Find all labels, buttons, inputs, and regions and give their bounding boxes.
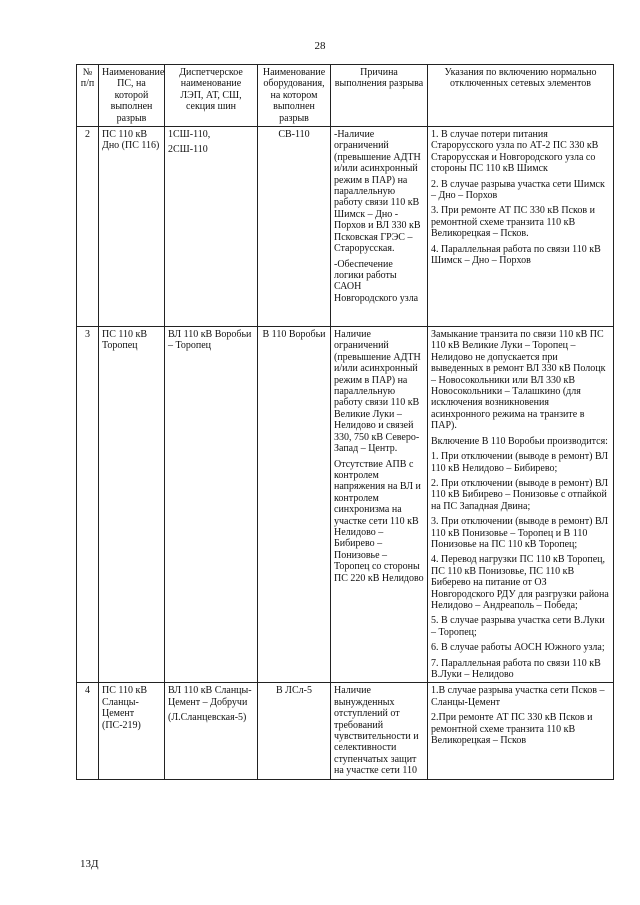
reason-cell bbox=[331, 127, 428, 327]
reason-paragraph: Наличие ограничений (превышение АДТН и/или асинхронный режим в ПАР) на параллельную работу связи 110 кВ Великие Луки – Нелидово и связей 330, 750 кВ Северо-Запад – Центр. bbox=[334, 329, 421, 455]
instructions-cell bbox=[428, 327, 614, 683]
substation-cell: ПС 110 кВ Сланцы-Цемент (ПС-219) bbox=[99, 683, 165, 779]
reason-paragraph: -Обеспечение логики работы САОН Новгородского узла bbox=[334, 258, 419, 304]
table-row bbox=[77, 127, 614, 327]
row-number: 3 bbox=[77, 327, 99, 683]
instruction-item: 6. В случае работы АОСН Южного узла; bbox=[431, 642, 605, 654]
instruction-item: 4. Перевод нагрузки ПС 110 кВ Торопец, ПС 110 кВ Понизовье, ПС 110 кВ Биберево на питание от ОЗ Новгородского РДУ для разгрузки района Нелидово – Андреаполь – Победа; bbox=[431, 554, 609, 611]
instruction-item: 1. При отключении (выводе в ремонт) ВЛ 110 кВ Нелидово – Бибирево; bbox=[431, 451, 609, 474]
instruction-item: 4. Параллельная работа по связи 110 кВ Шимск – Дно – Порхов bbox=[431, 243, 601, 267]
substation-cell: ПС 110 кВ Торопец bbox=[99, 327, 165, 683]
reason-cell bbox=[331, 683, 428, 779]
table-header-row bbox=[77, 65, 614, 127]
equipment-cell: СВ-110 bbox=[258, 127, 331, 327]
table-row bbox=[77, 683, 614, 779]
instruction-item: 7. Параллельная работа по связи 110 кВ В.Луки – Нелидово bbox=[431, 657, 601, 680]
instructions-cell bbox=[428, 683, 614, 779]
header-number: № п/п bbox=[77, 65, 99, 127]
reason-paragraph: Наличие вынужденных отступлений от требований чувствительности и селективности ступенчатых защит на участке сети 110 bbox=[334, 685, 419, 777]
header-dispatch-name: Диспетчерское наименование ЛЭП, АТ, СШ, секция шин bbox=[165, 65, 258, 127]
instruction-item: Замыкание транзита по связи 110 кВ ПС 110 кВ Великие Луки – Торопец – Нелидово не допускается при выведенных в ремонт ВЛ 330 кВ Полоцк – Новосокольники или ВЛ 330 кВ Новосокольники – Талашкино (для исключения возникновения асинхронного режима на транзите в ПАР). bbox=[431, 329, 606, 432]
reason-paragraph: -Наличие ограничений (превышение АДТН и/или асинхронный режим в ПАР) на параллельную работу связи 110 кВ Шимск – Дно - Порхов и ВЛ 330 кВ Псковская ГРЭС – Старорусская. bbox=[334, 129, 421, 255]
instruction-item: 3. При ремонте АТ ПС 330 кВ Псков и ремонтной схеме транзита 110 кВ Великорецкая – Псков. bbox=[431, 205, 595, 240]
row-number: 4 bbox=[77, 683, 99, 779]
footer-code: 13Д bbox=[80, 858, 99, 870]
header-reason: Причина выполнения разрыва bbox=[331, 65, 428, 127]
dispatch-line: (Л.Сланцевская-5) bbox=[168, 712, 247, 724]
reason-cell bbox=[331, 327, 428, 683]
substation-cell: ПС 110 кВ Дно (ПС 116) bbox=[99, 127, 165, 327]
instructions-cell bbox=[428, 127, 614, 327]
dispatch-cell bbox=[165, 327, 258, 683]
instruction-item: 1.В случае разрыва участка сети Псков – Сланцы-Цемент bbox=[431, 685, 605, 708]
instruction-item: 2. В случае разрыва участка сети Шимск – Дно – Порхов bbox=[431, 178, 605, 202]
dispatch-line: 2СШ-110 bbox=[168, 144, 208, 156]
equipment-cell: В 110 Воробьи bbox=[258, 327, 331, 683]
dispatch-line: ВЛ 110 кВ Сланцы-Цемент – Добручи bbox=[168, 685, 252, 708]
instruction-item: Включение В 110 Воробьи производится: bbox=[431, 435, 608, 447]
instruction-item: 3. При отключении (выводе в ремонт) ВЛ 110 кВ Понизовье – Торопец и В 110 Понизовье на ПС 110 кВ Торопец; bbox=[431, 516, 609, 550]
instruction-item: 5. В случае разрыва участка сети В.Луки – Торопец; bbox=[431, 615, 605, 638]
dispatch-line: ВЛ 110 кВ Воробьи – Торопец bbox=[168, 329, 252, 352]
outage-table bbox=[76, 64, 614, 780]
dispatch-line: 1СШ-110, bbox=[168, 129, 211, 141]
equipment-cell: В ЛСл-5 bbox=[258, 683, 331, 779]
table-row bbox=[77, 327, 614, 683]
instruction-item: 2. При отключении (выводе в ремонт) ВЛ 110 кВ Бибирево – Понизовье с отпайкой на ПС Западная Двина; bbox=[431, 477, 609, 512]
dispatch-cell bbox=[165, 127, 258, 327]
reason-paragraph: Отсутствие АПВ с контролем напряжения на ВЛ и контролем синхронизма на участке сети 110 кВ Нелидово – Бибирево – Понизовье – Торопец со стороны ПС 220 кВ Нелидово bbox=[334, 458, 424, 584]
instruction-item: 1. В случае потери питания Старорусского узла по АТ-2 ПС 330 кВ Старорусская и Новгородского узла со стороны ПС 110 кВ Шимск bbox=[431, 129, 599, 175]
header-instructions: Указания по включению нормально отключенных сетевых элементов bbox=[428, 65, 614, 127]
row-number: 2 bbox=[77, 127, 99, 327]
dispatch-cell bbox=[165, 683, 258, 779]
header-substation: Наименование ПС, на которой выполнен разрыв bbox=[99, 65, 165, 127]
instruction-item: 2.При ремонте АТ ПС 330 кВ Псков и ремонтной схеме транзита 110 кВ Великорецкая – Псков bbox=[431, 712, 593, 747]
header-equipment: Наименование оборудования, на котором выполнен разрыв bbox=[258, 65, 331, 127]
page-number: 28 bbox=[314, 40, 326, 52]
